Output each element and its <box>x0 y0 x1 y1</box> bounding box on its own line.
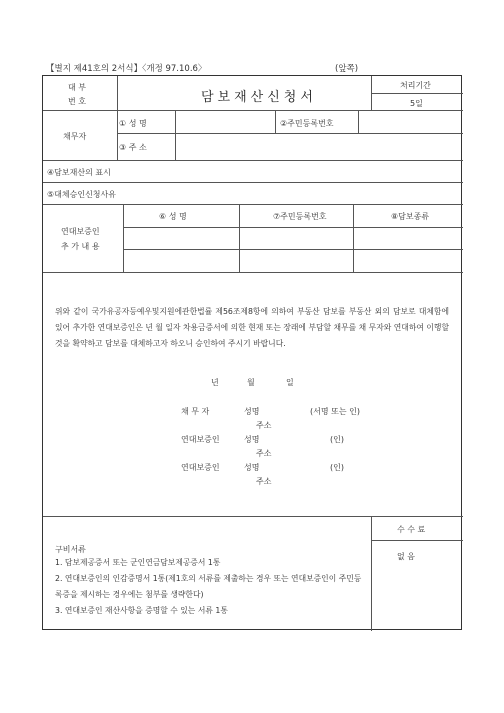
collateral-display-label: ④담보재산의 표시 <box>47 168 111 177</box>
grid-line <box>275 110 276 133</box>
guarantor1-signature-name: 성명 <box>244 435 260 444</box>
application-statement: 위와 같이 국가유공자등예우및지원에관한법률 제56조제8항에 의하여 부동산 담보를 부동산 외의 담보로 대체함에 있어 추가한 연대보증인은 년 월 일자 차용금증서에 의한 현재 또는 장래에 부담할 채무를 채 무자와 연대하여 이행할 것을 확약하고 담보를 대체하고자 하오니 승인하여 주시기 바랍니다. <box>55 307 449 348</box>
grid-line <box>43 516 463 517</box>
form-reference: 【별지 제41호의 2서식】〈개정 97.10.6〉 <box>46 64 207 74</box>
debtor-signature-address: 주소 <box>256 421 272 430</box>
processing-period-label: 처리기간 <box>400 81 431 90</box>
guarantor1-signature-seal: (인) <box>330 435 344 444</box>
grid-line <box>43 204 463 205</box>
grid-line <box>123 227 463 228</box>
grid-line <box>371 76 372 110</box>
fee-value: 없 음 <box>397 552 415 561</box>
grid-line <box>43 182 463 183</box>
grid-line <box>353 204 354 272</box>
date-month: 월 <box>247 378 255 387</box>
replacement-reason-label: ⑤대체승인신청사유 <box>47 190 116 199</box>
fee-label: 수 수 료 <box>397 525 426 534</box>
required-doc-item: 1. 담보제공증서 또는 군인연금담보제공증서 1통 <box>55 558 221 567</box>
date-year: 년 <box>211 378 219 387</box>
page-side-label: (앞쪽) <box>335 64 359 74</box>
ledger-label: 대 부 <box>68 83 86 92</box>
guarantor2-signature-seal: (인) <box>330 463 344 472</box>
grid-line <box>43 272 463 273</box>
debtor-name-label: ① 성 명 <box>119 119 147 128</box>
grid-line <box>358 110 359 133</box>
processing-period-value: 5일 <box>410 99 423 108</box>
grid-line <box>43 160 463 161</box>
guarantor1-signature-address: 주소 <box>256 449 272 458</box>
guarantor2-signature-address: 주소 <box>256 477 272 486</box>
grid-line <box>371 516 372 631</box>
guarantor1-signature-role: 연대보증인 <box>181 435 220 444</box>
debtor-address-label: ③ 주 소 <box>119 143 147 152</box>
debtor-rrn-label: ②주민등록번호 <box>280 119 334 128</box>
debtor-signature-role: 채 무 자 <box>181 407 210 416</box>
guarantor2-signature-name: 성명 <box>244 463 260 472</box>
grid-line <box>117 110 118 160</box>
required-doc-item: 2. 연대보증인의 인감증명서 1통(제1호의 서류를 제출하는 경우 또는 연대보증인이 주민등록증을 제시하는 경우에는 첨부를 생략한다) <box>55 574 362 599</box>
guarantor-label: 연대보증인 <box>61 227 100 236</box>
grid-line <box>175 110 176 160</box>
grid-line <box>123 249 463 250</box>
debtor-signature-mark: (서명 또는 인) <box>310 407 360 416</box>
grid-line <box>371 540 463 541</box>
grid-line <box>371 93 463 94</box>
grid-line <box>117 76 118 110</box>
required-doc-item: 3. 연대보증인 재산사항을 증명할 수 있는 서류 1통 <box>55 606 228 615</box>
debtor-label: 채무자 <box>63 132 87 141</box>
guarantor-rrn-label: ⑦주민등록번호 <box>273 212 327 221</box>
guarantor-label: 추 가 내 용 <box>61 242 100 251</box>
ledger-label: 번 호 <box>68 97 86 106</box>
required-docs-label: 구비서류 <box>55 545 86 554</box>
grid-line <box>43 110 463 111</box>
guarantor2-signature-role: 연대보증인 <box>181 463 220 472</box>
page-title: 담보재산신청서 <box>201 90 317 105</box>
debtor-signature-name: 성명 <box>244 407 260 416</box>
application-form <box>42 75 462 630</box>
grid-line <box>117 133 463 134</box>
grid-line <box>239 204 240 272</box>
guarantor-name-label: ⑥ 성 명 <box>159 212 187 221</box>
date-day: 일 <box>286 378 294 387</box>
grid-line <box>123 204 124 272</box>
collateral-type-label: ⑧담보종류 <box>391 212 430 221</box>
